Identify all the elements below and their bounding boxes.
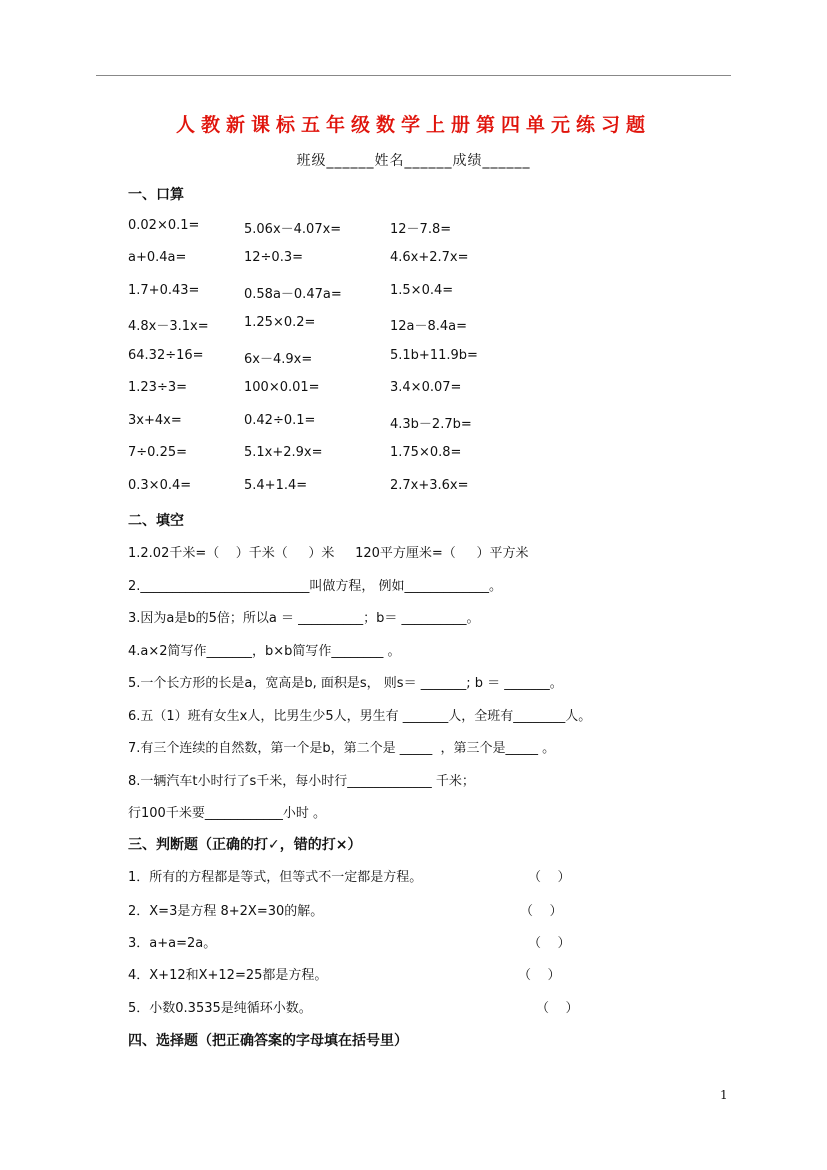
student-info-line: 班级______姓名______成绩______: [296, 153, 531, 169]
fill-blank-item: 1.2.02千米=（ ）千米（ ）米 120平方厘米=（ ）平方米: [128, 546, 529, 561]
fill-blank-item: 6.五（1）班有女生x人，比男生少5人，男生有 _______人，全班有________人。: [128, 709, 592, 724]
calc-problem: 4.6x+2.7x=: [390, 250, 469, 265]
fill-blank-item: 行100千米要____________小时 。: [128, 806, 326, 821]
answer-parentheses: （ ）: [528, 870, 571, 885]
calc-problem: 5.4+1.4=: [244, 478, 308, 493]
calc-problem: 3x+4x=: [128, 413, 182, 428]
calc-problem: 0.42÷0.1=: [244, 413, 316, 428]
calc-problem: 12a－8.4a=: [390, 319, 468, 334]
calc-problem: 0.02×0.1=: [128, 218, 200, 233]
calc-problem: 0.3×0.4=: [128, 478, 192, 493]
true-false-item: 3．a+a=2a。: [128, 936, 217, 951]
fill-blank-item: 2.__________________________叫做方程， 例如_____________。: [128, 579, 503, 594]
calc-problem: 2.7x+3.6x=: [390, 478, 469, 493]
answer-parentheses: （ ）: [520, 904, 563, 919]
calc-problem: a+0.4a=: [128, 250, 187, 265]
true-false-item: 4．X+12和X+12=25都是方程。: [128, 968, 328, 983]
calc-problem: 1.5×0.4=: [390, 283, 454, 298]
true-false-item: 2．X=3是方程 8+2X=30的解。: [128, 904, 324, 919]
fill-blank-item: 4.a×2简写作_______，b×b简写作________ 。: [128, 644, 401, 659]
calc-problem: 7÷0.25=: [128, 445, 188, 460]
calc-problem: 1.75×0.8=: [390, 445, 462, 460]
fill-blank-item: 3.因为a是b的5倍；所以a ＝ __________；b＝ __________。: [128, 611, 480, 626]
calc-problem: 5.1b+11.9b=: [390, 348, 478, 363]
calc-problem: 4.8x－3.1x=: [128, 319, 209, 334]
calc-problem: 1.23÷3=: [128, 380, 188, 395]
page-number: 1: [720, 1088, 728, 1102]
document-title: 人教新课标五年级数学上册第四单元练习题: [175, 114, 651, 136]
section-heading-multiple-choice: 四、选择题（把正确答案的字母填在括号里）: [128, 1033, 408, 1049]
calc-problem: 12－7.8=: [390, 222, 452, 237]
fill-blank-item: 5.一个长方形的长是a，宽高是b, 面积是s， 则s＝ _______; b ＝ _______。: [128, 676, 563, 691]
calc-problem: 64.32÷16=: [128, 348, 204, 363]
header-rule: [96, 75, 731, 76]
calc-problem: 1.25×0.2=: [244, 315, 316, 330]
calc-problem: 100×0.01=: [244, 380, 320, 395]
section-heading-oral-calc: 一、口算: [128, 187, 184, 203]
answer-parentheses: （ ）: [528, 936, 571, 951]
calc-problem: 3.4×0.07=: [390, 380, 462, 395]
section-heading-fill-blank: 二、填空: [128, 513, 184, 529]
calc-problem: 0.58a－0.47a=: [244, 287, 342, 302]
calc-problem: 5.06x－4.07x=: [244, 222, 342, 237]
fill-blank-item: 7.有三个连续的自然数，第一个是b，第二个是 _____ ，第三个是_____ 。: [128, 741, 556, 756]
calc-problem: 5.1x+2.9x=: [244, 445, 323, 460]
calc-problem: 6x－4.9x=: [244, 352, 313, 367]
answer-parentheses: （ ）: [518, 968, 561, 983]
calc-problem: 1.7+0.43=: [128, 283, 200, 298]
calc-problem: 12÷0.3=: [244, 250, 304, 265]
true-false-item: 1．所有的方程都是等式，但等式不一定都是方程。: [128, 870, 423, 885]
true-false-item: 5．小数0.3535是纯循环小数。: [128, 1001, 312, 1016]
section-heading-true-false: 三、判断题（正确的打✓，错的打×）: [128, 837, 362, 853]
answer-parentheses: （ ）: [536, 1001, 579, 1016]
fill-blank-item: 8.一辆汽车t小时行了s千米，每小时行_____________ 千米；: [128, 774, 475, 789]
calc-problem: 4.3b－2.7b=: [390, 417, 472, 432]
